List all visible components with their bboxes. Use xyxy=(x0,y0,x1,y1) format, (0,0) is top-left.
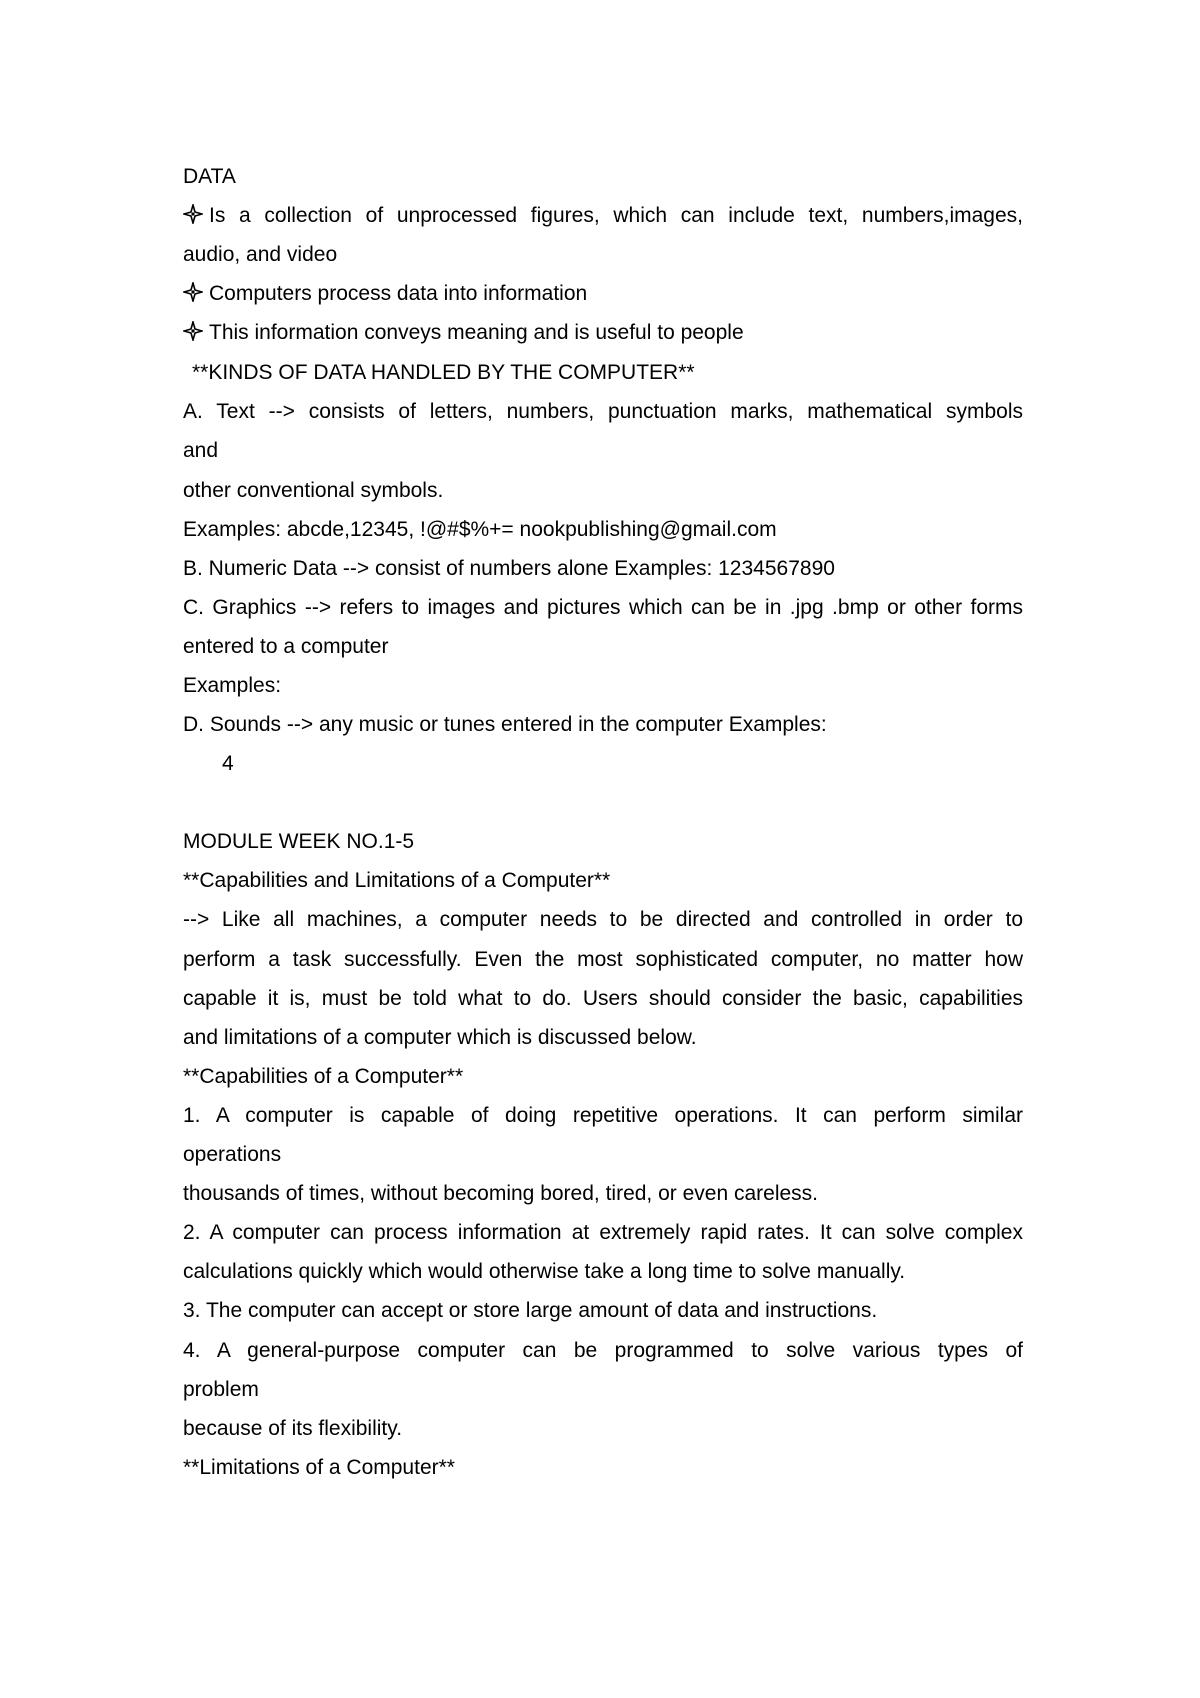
intro-line-3: capable it is, must be told what to do. Users should consider the basic, capabilities xyxy=(183,987,1023,1010)
capability-3: 3. The computer can accept or store large amount of data and instructions. xyxy=(183,1299,878,1322)
bullet-item-1 xyxy=(183,204,1023,228)
intro-line-1: --> Like all machines, a computer needs to be directed and controlled in order to xyxy=(183,908,1023,931)
item-a-line-1: A. Text --> consists of letters, numbers, punctuation marks, mathematical symbols xyxy=(183,400,1023,423)
capability-1-line-3: thousands of times, without becoming bored, tired, or even careless. xyxy=(183,1182,819,1205)
limitations-heading: **Limitations of a Computer** xyxy=(183,1456,455,1479)
bullet-item-2 xyxy=(183,282,1023,306)
item-d: D. Sounds --> any music or tunes entered in the computer Examples: xyxy=(183,713,827,736)
page-number: 4 xyxy=(222,752,234,775)
capability-1-line-2: operations xyxy=(183,1143,282,1166)
capability-4-line-1: 4. A general-purpose computer can be programmed to solve various types of xyxy=(183,1339,1023,1362)
item-b: B. Numeric Data --> consist of numbers alone Examples: 1234567890 xyxy=(183,557,835,580)
item-a-examples: Examples: abcde,12345, !@#$%+= nookpublishing@gmail.com xyxy=(183,518,777,541)
item-a-line-2: and xyxy=(183,439,219,462)
item-c-line-2: entered to a computer xyxy=(183,635,389,658)
section-heading-data: DATA xyxy=(183,165,236,188)
capability-4-line-3: because of its flexibility. xyxy=(183,1417,403,1440)
four-point-star-icon xyxy=(183,282,203,302)
four-point-star-icon xyxy=(183,321,203,341)
capability-2-line-2: calculations quickly which would otherwise take a long time to solve manually. xyxy=(183,1260,906,1283)
bullet-2-text: Computers process data into information xyxy=(209,282,588,305)
bullet-1-text: Is a collection of unprocessed figures, which can include text, numbers,images, xyxy=(209,204,1023,227)
capability-1-line-1: 1. A computer is capable of doing repetitive operations. It can perform similar xyxy=(183,1104,1023,1127)
bullet-1-continuation: audio, and video xyxy=(183,243,338,266)
kinds-heading: **KINDS OF DATA HANDLED BY THE COMPUTER** xyxy=(192,361,695,384)
item-a-line-3: other conventional symbols. xyxy=(183,479,444,502)
four-point-star-icon xyxy=(183,204,203,224)
module-heading: MODULE WEEK NO.1-5 xyxy=(183,830,415,853)
intro-line-2: perform a task successfully. Even the most sophisticated computer, no matter how xyxy=(183,948,1023,971)
capabilities-heading: **Capabilities of a Computer** xyxy=(183,1065,464,1088)
capabilities-limitations-heading: **Capabilities and Limitations of a Computer** xyxy=(183,869,611,892)
bullet-item-3 xyxy=(183,321,1023,345)
bullet-3-text: This information conveys meaning and is useful to people xyxy=(209,321,744,344)
item-c-examples: Examples: xyxy=(183,674,282,697)
capability-4-line-2: problem xyxy=(183,1378,259,1401)
intro-line-4: and limitations of a computer which is discussed below. xyxy=(183,1026,697,1049)
capability-2-line-1: 2. A computer can process information at extremely rapid rates. It can solve complex xyxy=(183,1221,1023,1244)
item-c-line-1: C. Graphics --> refers to images and pictures which can be in .jpg .bmp or other forms xyxy=(183,596,1023,619)
